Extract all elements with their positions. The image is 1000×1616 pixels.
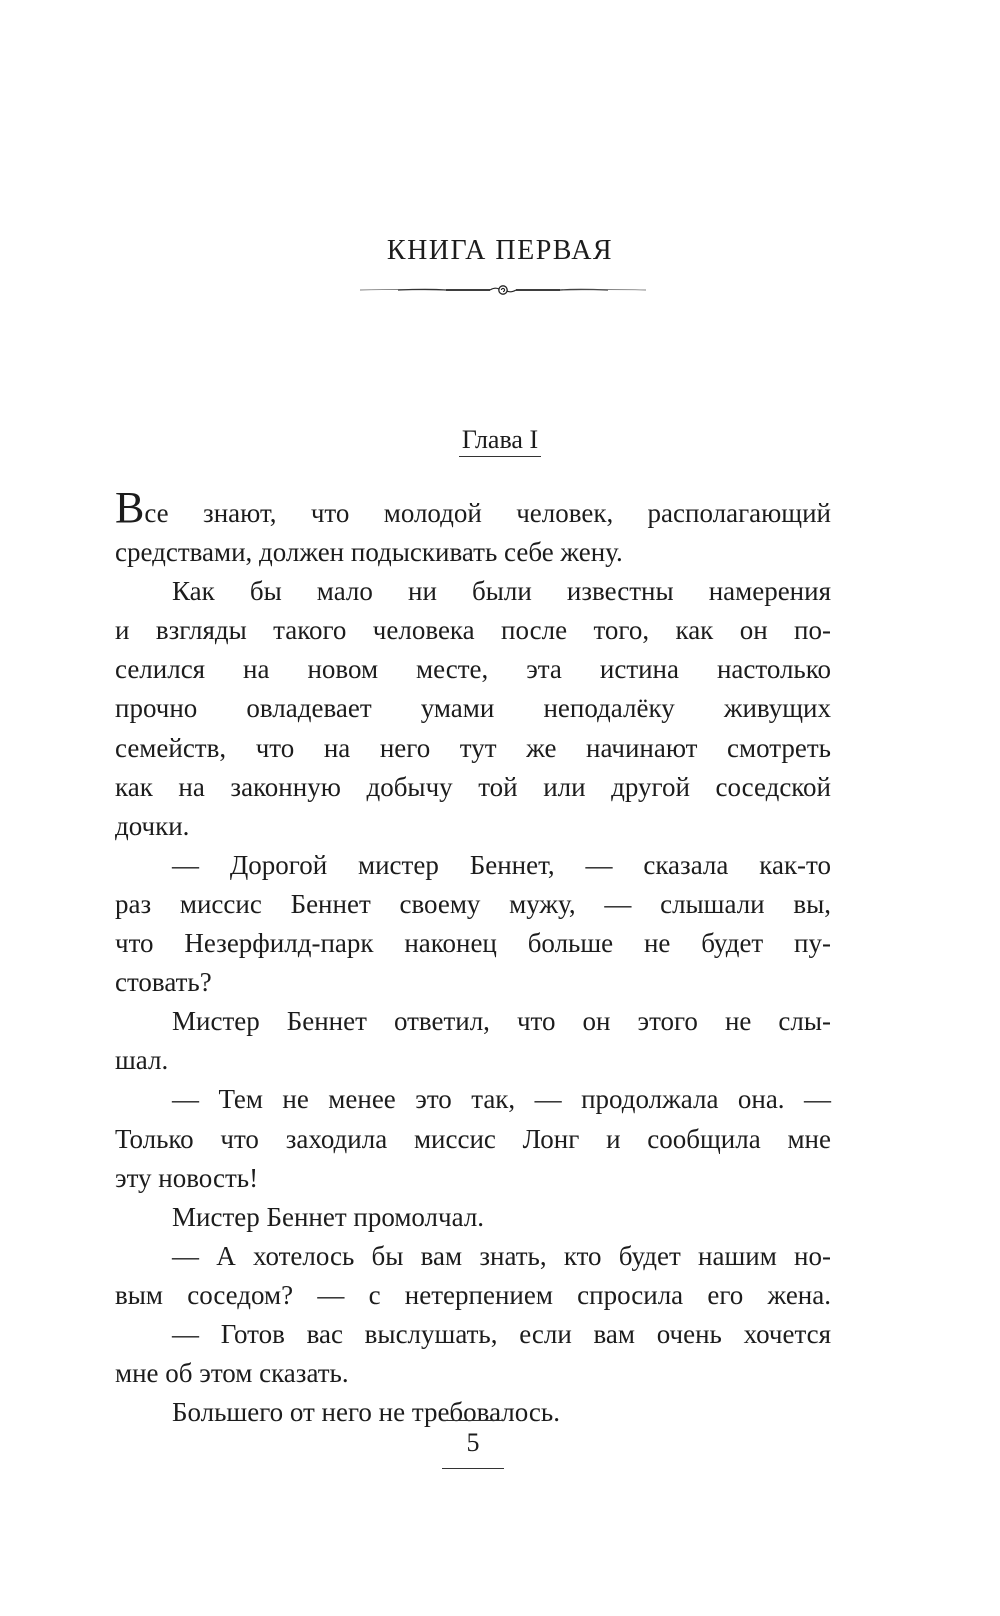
text-line: шал. bbox=[115, 1045, 169, 1076]
text-line: эту новость! bbox=[115, 1162, 259, 1193]
text-line-content: се знают, что молодой человек, располагающий bbox=[144, 498, 831, 528]
text-line: вым соседом? — с нетерпением спросила его жена. bbox=[115, 1279, 831, 1310]
title-ornament-icon bbox=[358, 283, 648, 297]
chapter-title bbox=[0, 425, 1000, 455]
page-number-rule-bottom bbox=[442, 1468, 504, 1469]
text-line: дочки. bbox=[115, 810, 190, 841]
text-line: раз миссис Беннет своему мужу, — слышали вы, bbox=[115, 888, 831, 919]
chapter-title-text: Глава I bbox=[459, 425, 541, 457]
text-line: прочно овладевает умами неподалёку живущих bbox=[115, 693, 831, 724]
text-line: — Готов вас выслушать, если вам очень хочется bbox=[172, 1318, 831, 1349]
text-line: Как бы мало ни были известны намерения bbox=[172, 576, 831, 607]
text-line: селился на новом месте, эта истина настолько bbox=[115, 654, 831, 685]
text-line: — Дорогой мистер Беннет, — сказала как-то bbox=[172, 849, 831, 880]
text-line: — А хотелось бы вам знать, кто будет нашим но- bbox=[172, 1240, 831, 1271]
book-title: КНИГА ПЕРВАЯ bbox=[386, 235, 614, 266]
text-line: и взгляды такого человека после того, как он по- bbox=[115, 615, 831, 646]
page-number-rule-top bbox=[442, 1420, 504, 1421]
text-line: что Незерфилд-парк наконец больше не будет пу- bbox=[115, 928, 831, 959]
text-line: семейств, что на него тут же начинают смотреть bbox=[115, 732, 831, 763]
drop-cap: В bbox=[115, 483, 145, 532]
body-text bbox=[115, 483, 831, 1432]
page-number: 5 bbox=[466, 1428, 480, 1457]
text-line: Мистер Беннет ответил, что он этого не слы- bbox=[172, 1006, 831, 1037]
text-line: стовать? bbox=[115, 967, 212, 998]
text-line: Мистер Беннет промолчал. bbox=[172, 1201, 485, 1232]
text-line: как на законную добычу той или другой соседской bbox=[115, 771, 831, 802]
text-line: средствами, должен подыскивать себе жену. bbox=[115, 537, 623, 568]
text-line bbox=[115, 483, 831, 533]
text-line: Только что заходила миссис Лонг и сообщила мне bbox=[115, 1123, 831, 1154]
text-line: Большего от него не требовалось. bbox=[172, 1397, 560, 1428]
text-line: — Тем не менее это так, — продолжала она. — bbox=[172, 1084, 831, 1115]
page-number-block bbox=[438, 1420, 508, 1480]
text-line: мне об этом сказать. bbox=[115, 1358, 349, 1389]
